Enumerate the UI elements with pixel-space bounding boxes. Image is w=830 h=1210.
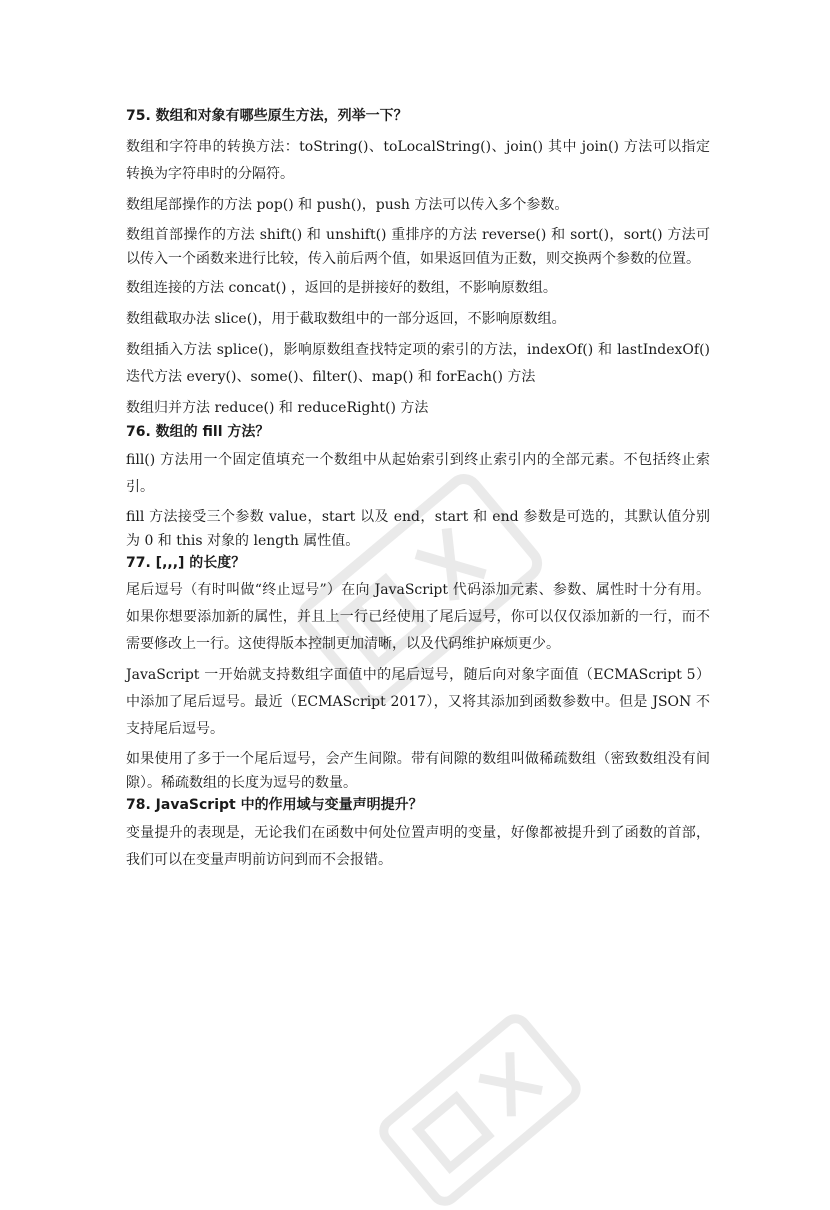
question-78-heading: 78. JavaScript 中的作用域与变量声明提升？ <box>126 797 423 813</box>
watermark-stamp-lower <box>350 1010 610 1210</box>
paragraph: 如果使用了多于一个尾后逗号，会产生间隙。带有间隙的数组叫做稀疏数组（密致数组没有间隙）。稀疏数组的长度为逗号的数量。 <box>126 751 710 791</box>
paragraph: 数组和字符串的转换方法：toString()、toLocalString()、join() 其中 join() 方法可以指定转换为字符串时的分隔符。 <box>126 139 710 182</box>
question-76-heading: 76. 数组的 fill 方法？ <box>126 424 270 440</box>
paragraph: 数组归并方法 reduce() 和 reduceRight() 方法 <box>126 400 429 416</box>
paragraph: 尾后逗号（有时叫做“终止逗号”）在向 JavaScript 代码添加元素、参数、属性时十分有用。如果你想要添加新的属性，并且上一行已经使用了尾后逗号，你可以仅仅添加新的一行，而不需要修改上一行。这使得版本控制更加清晰，以及代码维护麻烦更少。 <box>126 582 710 652</box>
document-body <box>126 100 710 874</box>
paragraph: 数组插入方法 splice()，影响原数组查找特定项的索引的方法，indexOf() 和 lastIndexOf() 迭代方法 every()、some()、filter()、map() 和 forEach() 方法 <box>126 342 710 385</box>
paragraph: fill 方法接受三个参数 value，start 以及 end，start 和 end 参数是可选的，其默认值分别为 0 和 this 对象的 length 属性值。 <box>126 509 710 549</box>
paragraph: 变量提升的表现是，无论我们在函数中何处位置声明的变量，好像都被提升到了函数的首部，我们可以在变量声明前访问到而不会报错。 <box>126 825 710 868</box>
paragraph: fill() 方法用一个固定值填充一个数组中从起始索引到终止索引内的全部元素。不包括终止索引。 <box>126 452 710 495</box>
paragraph: 数组尾部操作的方法 pop() 和 push()，push 方法可以传入多个参数。 <box>126 197 569 213</box>
paragraph: 数组连接的方法 concat() ，返回的是拼接好的数组，不影响原数组。 <box>126 280 557 296</box>
paragraph: 数组首部操作的方法 shift() 和 unshift() 重排序的方法 reverse() 和 sort()，sort() 方法可以传入一个函数来进行比较，传入前后两个值，如果返回值为正数，则交换两个参数的位置。 <box>126 227 710 267</box>
paragraph: 数组截取办法 slice()，用于截取数组中的一部分返回，不影响原数组。 <box>126 311 566 327</box>
question-75-heading: 75. 数组和对象有哪些原生方法，列举一下？ <box>126 108 408 124</box>
paragraph: JavaScript 一开始就支持数组字面值中的尾后逗号，随后向对象字面值（ECMAScript 5）中添加了尾后逗号。最近（ECMAScript 2017），又将其添加到函数参数中。但是 JSON 不支持尾后逗号。 <box>126 667 710 737</box>
question-77-heading: 77. [,,,] 的长度？ <box>126 555 246 571</box>
